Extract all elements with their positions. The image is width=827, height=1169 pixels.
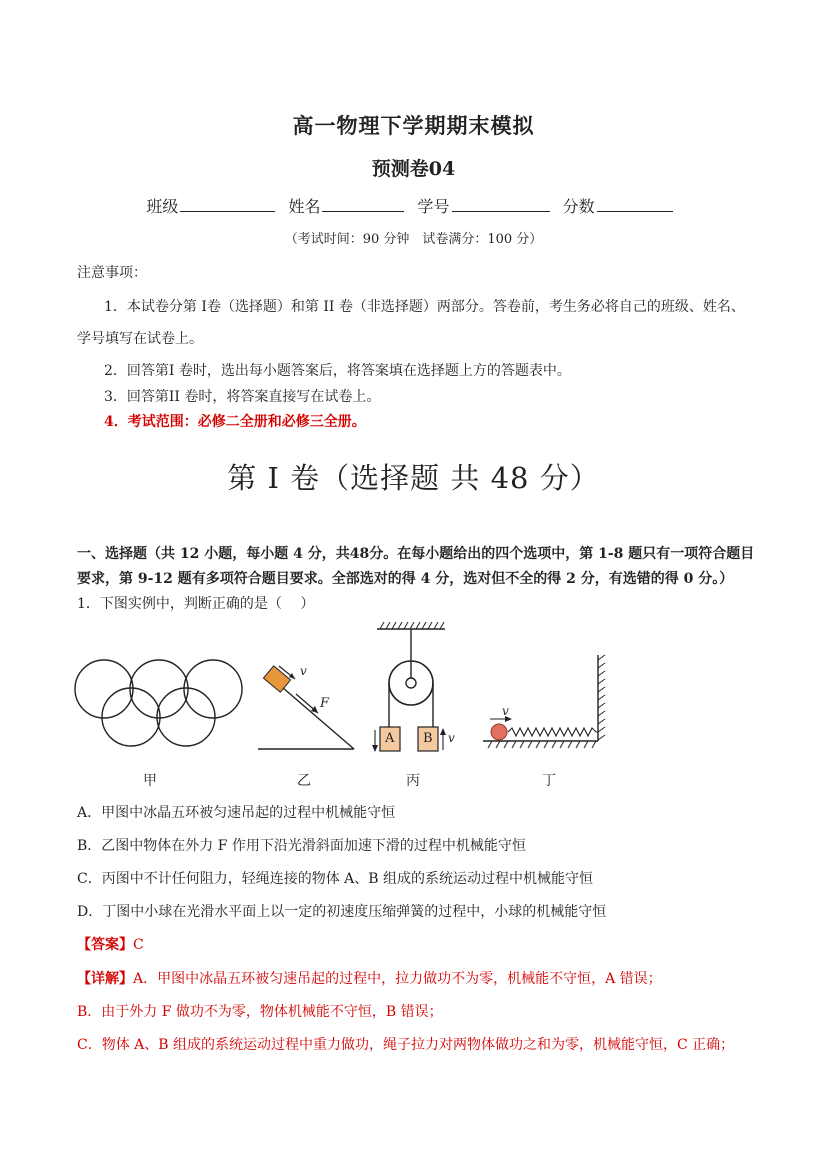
incline-v-label: v xyxy=(300,664,307,678)
option-b: B．乙图中物体在外力 F 作用下沿光滑斜面加速下滑的过程中机械能守恒 xyxy=(77,838,526,854)
sliding-block xyxy=(263,666,290,692)
detail-label: 【详解】 xyxy=(77,971,133,987)
pulley-v-label: v xyxy=(448,731,455,745)
answer-row xyxy=(77,934,144,954)
exam-subtitle: 预测卷04 xyxy=(371,158,456,180)
incline-f-label: F xyxy=(320,696,330,711)
caption-jia: 甲 xyxy=(143,773,157,789)
option-c: C．丙图中不计任何阻力，轻绳连接的物体 A、B 组成的系统运动过程中机械能守恒 xyxy=(77,871,594,887)
detail-row-1 xyxy=(77,968,662,988)
block-b-label: B xyxy=(423,731,433,746)
spring-ball-diagram xyxy=(483,655,605,748)
id-label: 学号 xyxy=(417,197,450,216)
class-label: 班级 xyxy=(146,197,179,216)
answer-value: C xyxy=(133,937,144,953)
option-d: D．丁图中小球在光滑水平面上以一定的初速度压缩弹簧的过程中，小球的机械能守恒 xyxy=(77,904,607,920)
answer-label: 【答案】 xyxy=(77,937,133,953)
option-a: A．甲图中冰晶五环被匀速吊起的过程中机械能守恒 xyxy=(77,805,396,821)
note-item-1: 1．本试卷分第 I卷（选择题）和第 II 卷（非选择题）两部分。答卷前，考生务必将自己的班级、姓名、 xyxy=(104,299,745,315)
detail-line-2: B．由于外力 F 做功不为零，物体机械能不守恒，B 错误； xyxy=(77,1004,443,1020)
note-item-2: 2．回答第I 卷时，选出每小题答案后，将答案填在选择题上方的答题表中。 xyxy=(104,363,571,379)
exam-time-note: （考试时间：90 分钟 试卷满分：100 分） xyxy=(284,232,543,247)
note-item-1-cont: 学号填写在试卷上。 xyxy=(77,331,203,347)
ball-v-label: v xyxy=(502,704,509,718)
name-label: 姓名 xyxy=(288,197,321,216)
question-1-stem: 1．下图实例中，判断正确的是（ ） xyxy=(77,596,315,612)
volume-title: 第 I 卷（选择题 共 48 分） xyxy=(227,461,600,495)
detail-line-3: C．物体 A、B 组成的系统运动过程中重力做功，绳子拉力对两物体做功之和为零，机械能守恒，C 正确； xyxy=(77,1037,735,1053)
score-label: 分数 xyxy=(562,197,595,216)
spring xyxy=(508,728,598,736)
incline-diagram xyxy=(258,666,354,749)
caption-yi: 乙 xyxy=(297,773,311,789)
note-item-3: 3．回答第II 卷时，将答案直接写在试卷上。 xyxy=(104,389,381,405)
ball xyxy=(491,724,507,740)
detail-line-1: A．甲图中冰晶五环被匀速吊起的过程中，拉力做功不为零，机械能不守恒，A 错误； xyxy=(133,971,662,987)
olympic-rings-diagram xyxy=(75,660,242,746)
note-item-4: 4．考试范围：必修二全册和必修三全册。 xyxy=(104,414,366,430)
pulley-diagram xyxy=(372,622,446,752)
section-heading: 一、选择题（共 12 小题，每小题 4 分，共48分。在每小题给出的四个选项中，第 1-8 题只有一项符合题目要求，第 9-12 题有多项符合题目要求。全部选对的得 4 分，选对但不全的得 2 分，有选错的得 0 分。） xyxy=(77,546,755,587)
block-a-label: A xyxy=(385,731,395,746)
caption-bing: 丙 xyxy=(406,773,420,789)
exam-title: 高一物理下学期期末模拟 xyxy=(292,113,535,138)
caption-ding: 丁 xyxy=(542,773,556,789)
notes-heading: 注意事项： xyxy=(77,265,147,281)
